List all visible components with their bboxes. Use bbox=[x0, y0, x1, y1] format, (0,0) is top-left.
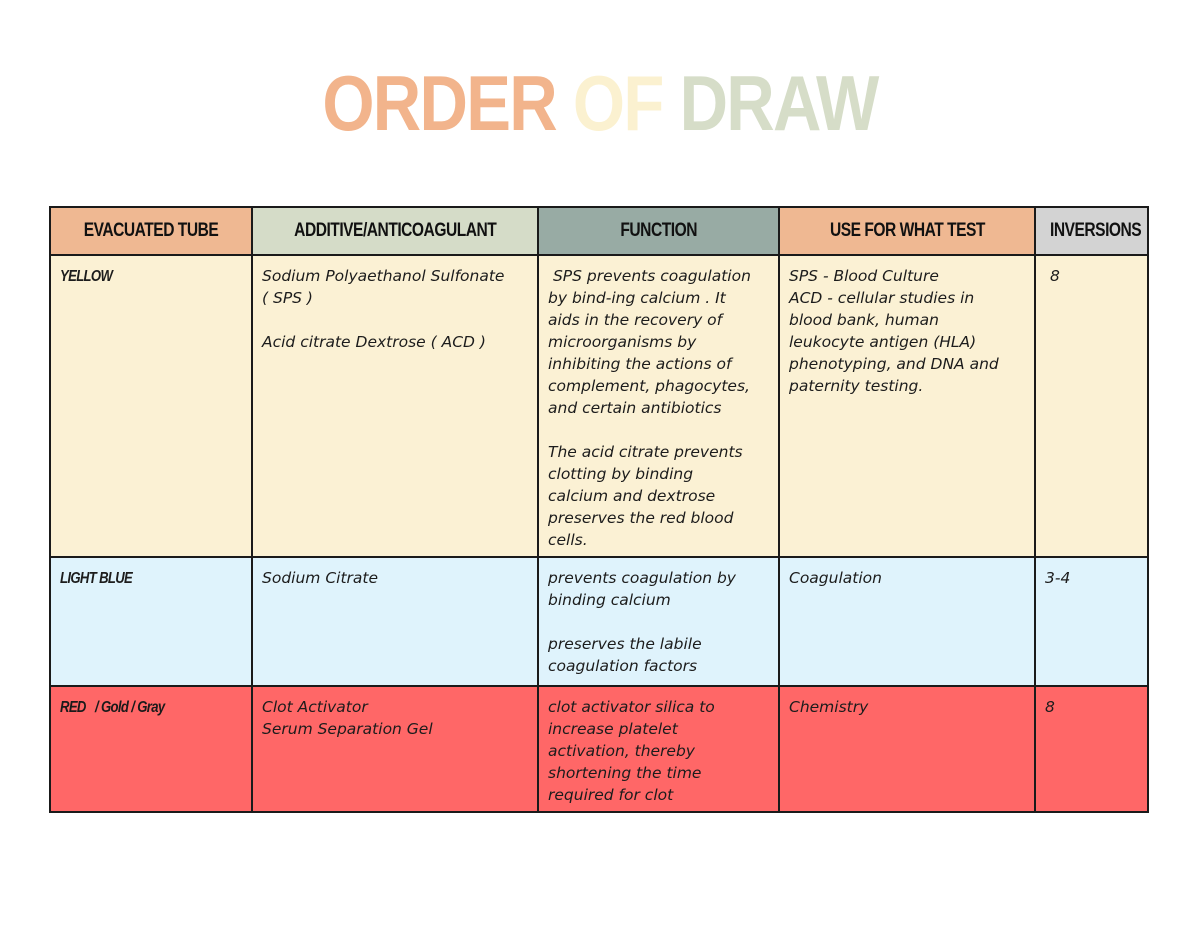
use-cell: Chemistry bbox=[779, 686, 1035, 812]
table-row bbox=[50, 255, 1148, 557]
tube-cell bbox=[50, 686, 252, 812]
title-word-draw: DRAW bbox=[679, 59, 878, 147]
tube-name: LIGHT BLUE bbox=[60, 570, 133, 587]
additive-cell: Sodium Citrate bbox=[252, 557, 538, 686]
tube-name: YELLOW bbox=[60, 268, 113, 285]
header-inversions: INVERSIONS bbox=[1035, 207, 1148, 255]
additive-cell: Clot Activator Serum Separation Gel bbox=[252, 686, 538, 812]
header-evacuated-tube: EVACUATED TUBE bbox=[50, 207, 252, 255]
header-additive: ADDITIVE/ANTICOAGULANT bbox=[252, 207, 538, 255]
use-cell: Coagulation bbox=[779, 557, 1035, 686]
table-row bbox=[50, 686, 1148, 812]
inversions-cell: 8 bbox=[1035, 255, 1148, 557]
tube-name-alt: / Gold / Gray bbox=[95, 699, 165, 716]
use-cell: SPS - Blood Culture ACD - cellular studies in blood bank, human leukocyte antigen (HLA) phenotyping, and DNA and paternity testing. bbox=[779, 255, 1035, 557]
function-cell: clot activator silica to increase platelet activation, thereby shortening the time required for clot bbox=[538, 686, 779, 812]
order-of-draw-table bbox=[49, 206, 1149, 813]
header-row bbox=[50, 207, 1148, 255]
function-cell: prevents coagulation by binding calcium preserves the labile coagulation factors bbox=[538, 557, 779, 686]
inversions-cell: 8 bbox=[1035, 686, 1148, 812]
tube-name: RED bbox=[60, 699, 86, 716]
table-row bbox=[50, 557, 1148, 686]
header-function: FUNCTION bbox=[538, 207, 779, 255]
inversions-cell: 3-4 bbox=[1035, 557, 1148, 686]
page-title bbox=[84, 59, 1116, 147]
tube-cell bbox=[50, 255, 252, 557]
tube-cell bbox=[50, 557, 252, 686]
additive-cell: Sodium Polyaethanol Sulfonate ( SPS ) Acid citrate Dextrose ( ACD ) bbox=[252, 255, 538, 557]
title-word-order: ORDER bbox=[322, 59, 557, 147]
title-word-of: OF bbox=[572, 59, 663, 147]
header-use-for-test: USE FOR WHAT TEST bbox=[779, 207, 1035, 255]
function-cell: SPS prevents coagulation by bind-ing calcium . It aids in the recovery of microorganisms by inhibiting the actions of complement, phagocytes, and certain antibiotics The acid citrate prevents clotting by binding calcium and dextrose preserves the red blood cells. bbox=[538, 255, 779, 557]
